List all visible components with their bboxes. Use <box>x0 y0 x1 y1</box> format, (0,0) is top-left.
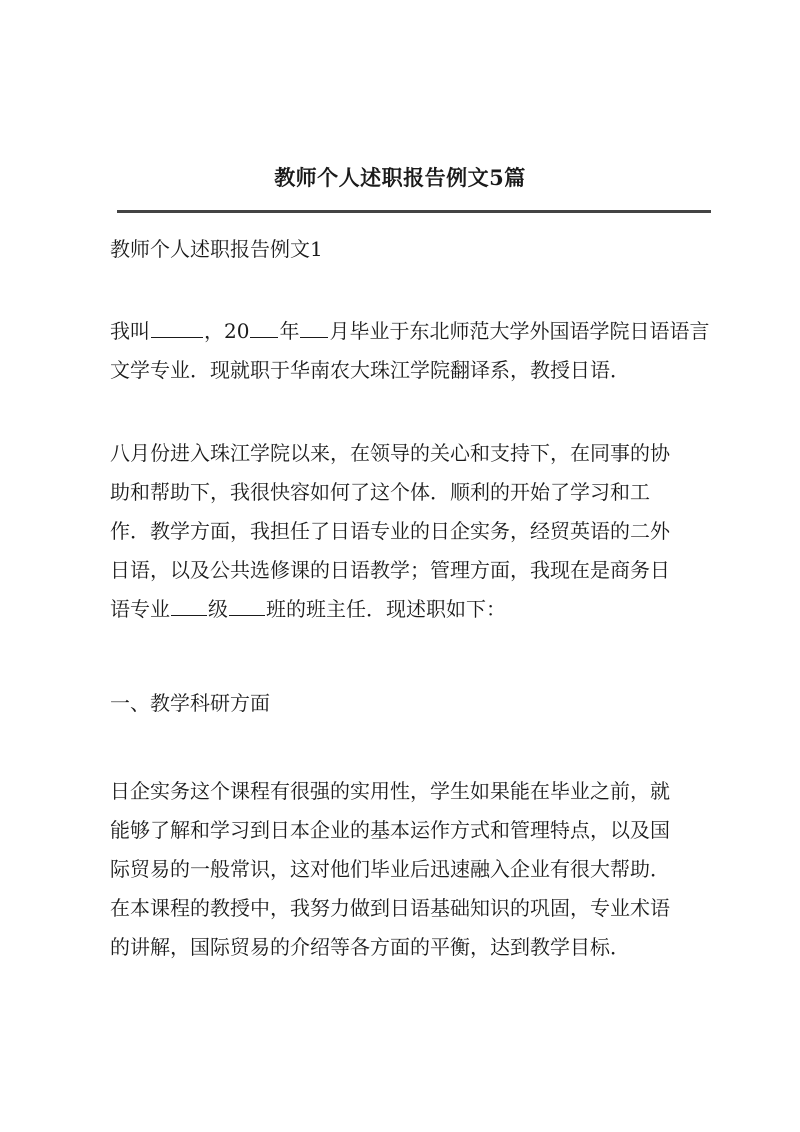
subtitle-text: 教师个人述职报告例文1 <box>110 237 323 261</box>
text-run: 年 <box>279 319 300 343</box>
text-run: 级 <box>208 597 228 621</box>
paragraph-line <box>110 312 710 351</box>
section-heading-text: 一、教学科研方面 <box>110 691 270 715</box>
fill-blank-month <box>300 316 328 338</box>
paragraph-line: 能够了解和学习到日本企业的基本运作方式和管理特点，以及国 <box>110 818 670 842</box>
text-run: 我叫 <box>110 319 150 343</box>
paragraph-intro <box>110 312 710 390</box>
fill-blank-year <box>250 316 278 338</box>
text-run: 班的班主任．现述职如下： <box>266 597 506 621</box>
text-run: 月毕业于东北师范大学外国语学院日语语言 <box>329 319 710 343</box>
paragraph-line: 日语，以及公共选修课的日语教学；管理方面，我现在是商务日 <box>110 558 670 582</box>
fill-blank-grade <box>171 594 207 616</box>
paragraph-line: 际贸易的一般常识，这对他们毕业后迅速融入企业有很大帮助． <box>110 857 670 881</box>
section-heading <box>110 684 700 723</box>
paragraph-line: 文学专业．现就职于华南农大珠江学院翻译系，教授日语． <box>110 358 630 382</box>
section-subtitle <box>110 230 700 269</box>
text-run: 语专业 <box>110 597 170 621</box>
paragraph-line: 在本课程的教授中，我努力做到日语基础知识的巩固，专业术语 <box>110 896 670 920</box>
paragraph-line: 日企实务这个课程有很强的实用性，学生如果能在毕业之前，就 <box>110 779 670 803</box>
document-title: 教师个人述职报告例文5篇 <box>274 165 526 190</box>
fill-blank-name <box>151 316 203 338</box>
paragraph-line: 的讲解，国际贸易的介绍等各方面的平衡，达到教学目标． <box>110 935 630 959</box>
paragraph-line: 助和帮助下，我很快容如何了这个体．顺利的开始了学习和工 <box>110 480 650 504</box>
paragraph-overview <box>110 434 700 629</box>
title-divider <box>117 210 711 213</box>
fill-blank-class <box>229 594 265 616</box>
text-run: ，20 <box>204 319 250 343</box>
paragraph-teaching <box>110 772 700 967</box>
paragraph-line: 八月份进入珠江学院以来，在领导的关心和支持下，在同事的协 <box>110 441 670 465</box>
paragraph-line <box>110 590 700 629</box>
paragraph-line: 作．教学方面，我担任了日语专业的日企实务，经贸英语的二外 <box>110 519 670 543</box>
